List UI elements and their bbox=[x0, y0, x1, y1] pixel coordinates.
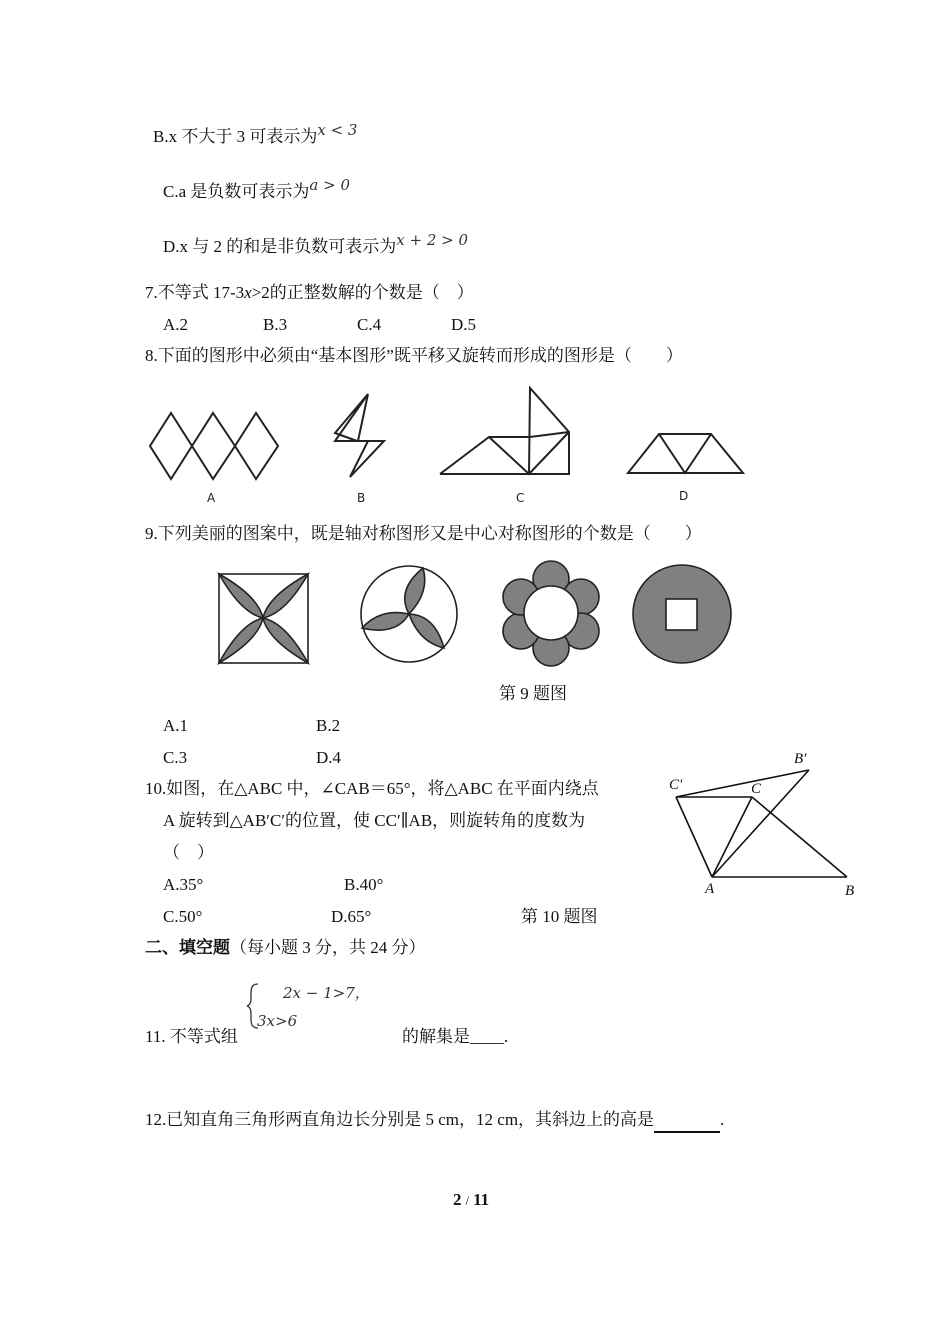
q7-stem-part1: 7.不等式 17-3 bbox=[145, 283, 245, 302]
q11-inequality-1: 2x − 1>7， bbox=[283, 984, 370, 1002]
q6-option-c-math: a > 0 bbox=[309, 176, 350, 194]
q7-stem-part2: >2的正整数解的个数是（ ） bbox=[251, 283, 474, 302]
q11-prefix: 11. 不等式组 bbox=[145, 1027, 238, 1046]
page-number bbox=[453, 1189, 489, 1212]
q10-stem-line1: 10.如图，在△ABC 中，∠CAB＝65°，将△ABC 在平面内绕点 bbox=[145, 779, 599, 798]
section2-note: （每小题 3 分，共 24 分） bbox=[230, 938, 426, 957]
q10-option-b: B.40° bbox=[344, 875, 384, 894]
q8-label-c: C bbox=[516, 491, 525, 505]
q9-option-b: B.2 bbox=[316, 716, 341, 735]
q10-caption: 第 10 题图 bbox=[521, 907, 598, 926]
q9-stem: 9.下列美丽的图案中，既是轴对称图形又是中心对称图形的个数是（ ） bbox=[145, 524, 702, 543]
q9-option-a: A.1 bbox=[163, 716, 189, 735]
page-total: 11 bbox=[473, 1190, 490, 1209]
q9-option-c: C.3 bbox=[163, 748, 188, 767]
q8-stem: 8.下面的图形中必须由“基本图形”既平移又旋转而形成的图形是（ ） bbox=[145, 346, 683, 365]
q6-option-b-text: B.x 不大于 3 可表示为 bbox=[153, 127, 318, 146]
q8-label-b: B bbox=[357, 491, 366, 505]
q7-stem-variable: x bbox=[244, 283, 252, 302]
q11-inequality-2: 3x>6 bbox=[257, 1012, 298, 1030]
q10-stem-line3: （ ） bbox=[163, 843, 214, 862]
q7-option-c: C.4 bbox=[357, 315, 382, 334]
q9-option-d: D.4 bbox=[316, 748, 342, 767]
q8-label-d: D bbox=[679, 489, 689, 503]
q11-suffix: 的解集是____. bbox=[402, 1027, 509, 1046]
q7-option-b: B.3 bbox=[263, 315, 288, 334]
q7-option-a: A.2 bbox=[163, 315, 189, 334]
q10-point-b: B bbox=[845, 883, 855, 899]
q7-option-d: D.5 bbox=[451, 315, 477, 334]
q10-option-d: D.65° bbox=[331, 907, 372, 926]
q10-point-b-prime: B′ bbox=[794, 751, 807, 767]
q12-text: 12.已知直角三角形两直角边长分别是 5 cm，12 cm，其斜边上的高是 bbox=[145, 1110, 655, 1129]
q6-option-b-math: x < 3 bbox=[317, 121, 358, 139]
q12-answer-blank[interactable] bbox=[654, 1109, 720, 1133]
q6-option-c-text: C.a 是负数可表示为 bbox=[163, 182, 310, 201]
q12-end: . bbox=[720, 1110, 725, 1129]
q10-point-c-prime: C′ bbox=[669, 777, 683, 793]
q10-stem-line2: A 旋转到△AB′C′的位置，使 CC′∥AB，则旋转角的度数为 bbox=[163, 811, 586, 830]
q10-point-c: C bbox=[751, 781, 762, 797]
q12-stem bbox=[145, 1109, 724, 1133]
page-separator: / bbox=[465, 1193, 470, 1208]
q10-option-c: C.50° bbox=[163, 907, 203, 926]
q6-option-d-math: x + 2 > 0 bbox=[396, 231, 469, 249]
q10-option-a: A.35° bbox=[163, 875, 204, 894]
q10-point-a: A bbox=[705, 881, 715, 897]
page-current: 2 bbox=[453, 1190, 462, 1209]
q9-caption: 第 9 题图 bbox=[499, 684, 567, 703]
q8-label-a: A bbox=[207, 491, 216, 505]
section2-title: 二、填空题 bbox=[145, 938, 230, 957]
q6-option-d-text: D.x 与 2 的和是非负数可表示为 bbox=[163, 237, 397, 256]
